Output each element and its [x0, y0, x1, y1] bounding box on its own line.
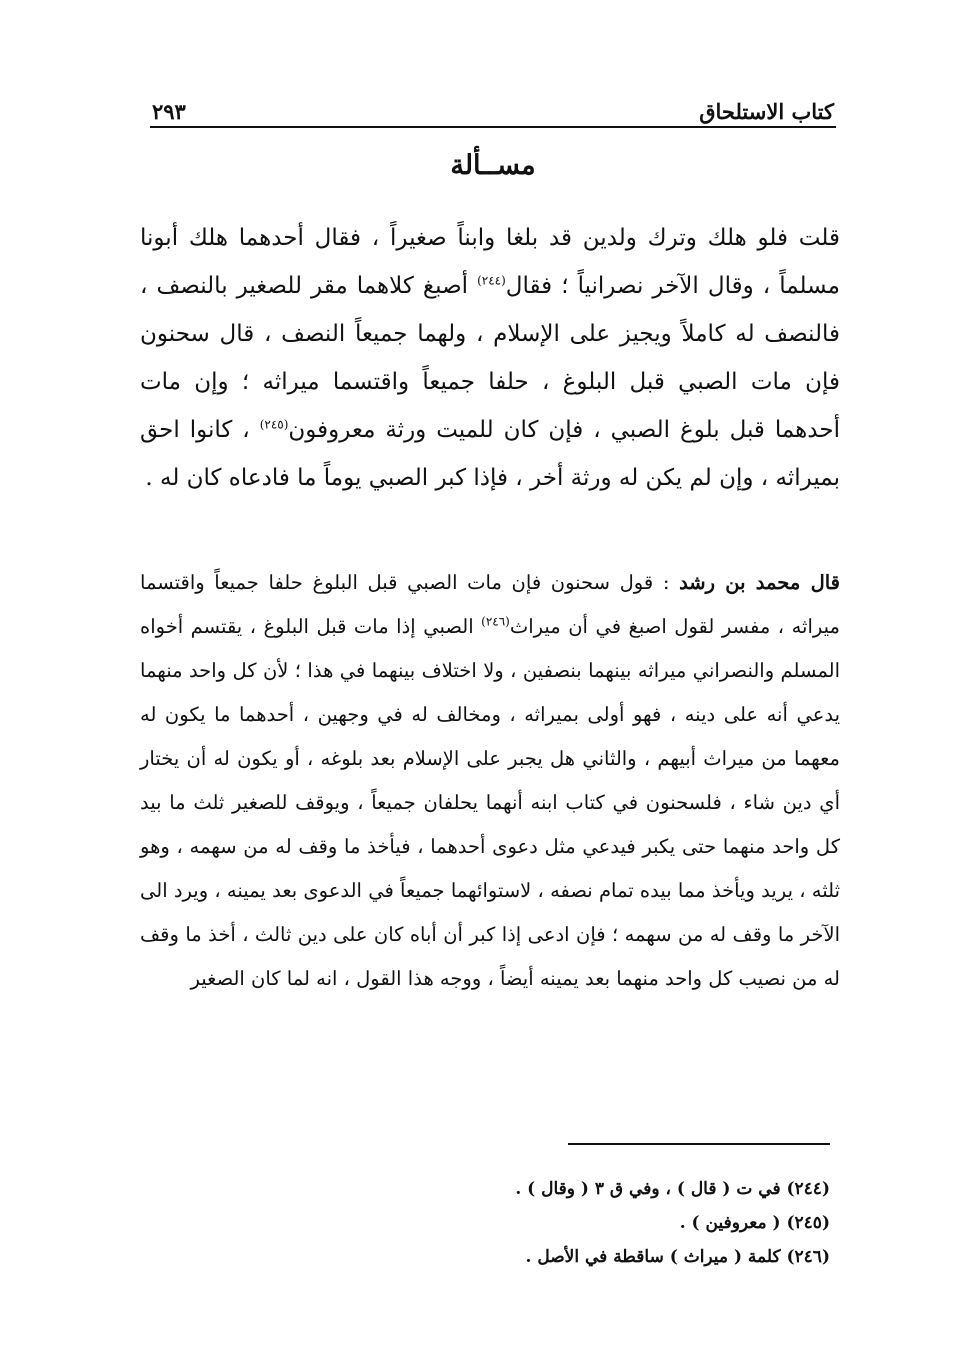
section-title: مســألة — [450, 150, 536, 181]
commentary-text-2: الصبي إذا مات قبل البلوغ ، يقتسم أخواه المسلم والنصراني ميراثه بينهما بنصفين ، ولا اختلاف بينهما في هذا ؛ لأن كل واحد منهما يدعي أنه على دينه ، فهو أولى بميراثه ، ومخالف له في وجهين ، أحدهما ما يكون له معهما من ميراث أبيهم ، والثاني هل يجبر على الإسلام بعد بلوغه ، أو يكون له أن يختار أي دين شاء ، فلسحنون في كتاب ابنه أنهما يحلفان جميعاً ، ويوقف للصغير ثلث ما بيد كل واحد منهما حتى يكبر فيدعي مثل دعوى أحدهما ، فيأخذ ما وقف له من سهمه ، وهو ثلثه ، يريد ويأخذ مما بيده تمام نصفه ، لاستوائهما جميعاً في الدعوى بعد يمينه ، ويرد الى الآخر ما وقف له من سهمه ؛ فإن ادعى إذا كبر أن أباه كان على دين ثالث ، أخذ ما وقف له من نصيب كل واحد منهما بعد يمينه أيضاً ، ووجه هذا القول ، انه لما كان الصغير — [140, 615, 840, 990]
commentary-paragraph — [140, 561, 840, 1001]
footnote-ref-245[interactable]: (٢٤٥) — [259, 417, 289, 432]
question-paragraph — [140, 214, 840, 502]
commentary-text-1: : قول سحنون فإن مات الصبي قبل البلوغ حلفا جميعاً واقتسما ميراثه ، مفسر لقول اصبغ في أن ميراث — [140, 571, 840, 638]
footnote-separator — [568, 1143, 830, 1145]
book-title: كتاب الاستلحاق — [699, 99, 834, 124]
header-rule — [150, 126, 836, 128]
running-header — [152, 88, 834, 124]
footnotes — [150, 1172, 830, 1274]
question-text-2: أصبغ كلاهما مقر للصغير بالنصف ، فالنصف له كاملاً ويجيز على الإسلام ، ولهما جميعاً النصف ، قال سحنون فإن مات الصبي قبل البلوغ ، حلفا جميعاً واقتسما ميراثه ؛ وإن مات أحدهما قبل بلوغ الصبي ، فإن كان للميت ورثة معروفون — [140, 273, 840, 443]
footnote-246: (٢٤٦) كلمة ( ميراث ) ساقطة في الأصل . — [525, 1247, 830, 1267]
footnote-245: (٢٤٥) ( معروفين ) . — [679, 1213, 830, 1233]
commentary-speaker: قال محمد بن رشد — [679, 571, 840, 594]
question-text-1: قلت فلو هلك وترك ولدين قد بلغا وابناً صغيراً ، فقال أحدهما هلك أبونا مسلماً ، وقال الآخر نصرانياً ؛ فقال — [140, 225, 840, 299]
question-text-3: ، كانوا احق بميراثه ، وإن لم يكن له ورثة أخر ، فإذا كبر الصبي يوماً ما فادعاه كان له . — [140, 417, 840, 491]
footnote-ref-246[interactable]: (٢٤٦) — [481, 614, 510, 629]
footnote-244: (٢٤٤) في ت ( قال ) ، وفي ق ٣ ( وقال ) . — [515, 1179, 830, 1199]
page-number: ٢٩٣ — [152, 99, 186, 124]
footnote-ref-244[interactable]: (٢٤٤) — [477, 273, 506, 288]
